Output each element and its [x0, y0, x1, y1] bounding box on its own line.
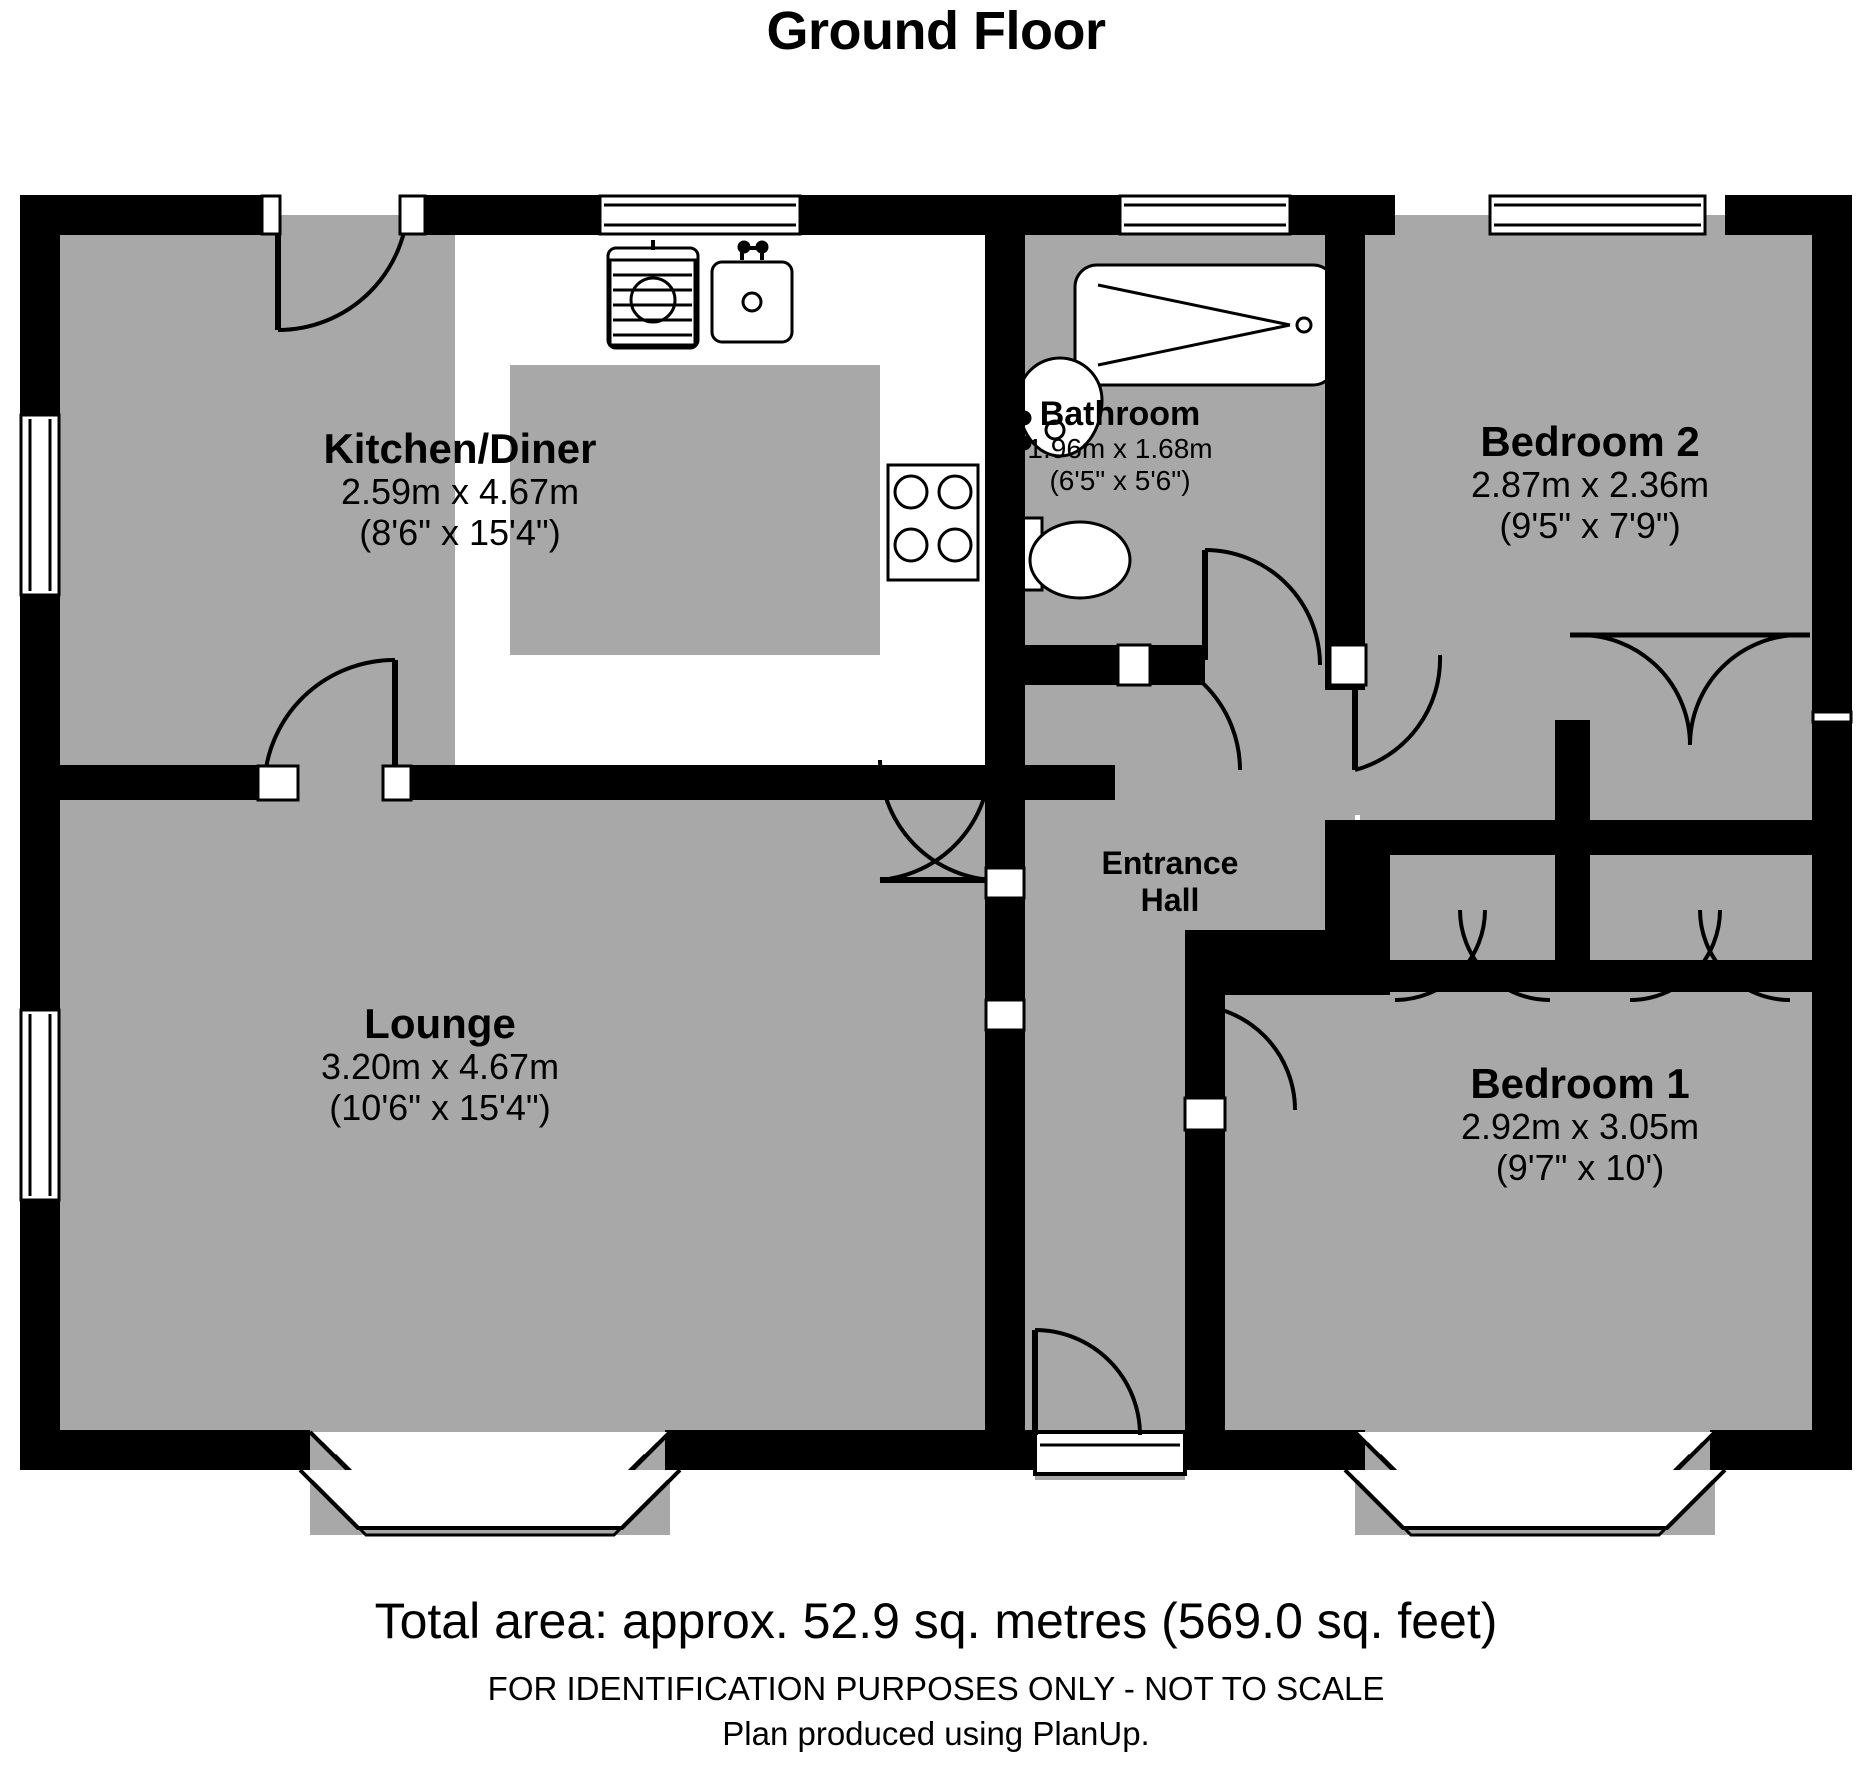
room-metric: 1.96m x 1.68m: [1027, 433, 1213, 465]
window-lounge-side: [21, 1010, 59, 1200]
hall-line-1: Entrance: [1101, 845, 1239, 881]
room-metric: 2.59m x 4.67m: [340, 471, 580, 513]
window-bedroom-2: [1490, 196, 1705, 234]
room-name: Bedroom 1: [1470, 1060, 1690, 1107]
room-metric: 2.87m x 2.36m: [1470, 464, 1710, 506]
window-bedroom-side: [1813, 712, 1851, 722]
window-kitchen-side: [21, 415, 59, 595]
room-name: Kitchen/Diner: [323, 425, 597, 472]
room-imperial: (6'5" x 5'6"): [1049, 465, 1191, 497]
room-metric: 3.20m x 4.67m: [320, 1046, 560, 1088]
washbasin-icon: [1018, 358, 1102, 456]
room-imperial: (9'5" x 7'9"): [1499, 505, 1681, 547]
total-area-text: Total area: approx. 52.9 sq. metres (569.0 sq. feet): [374, 1593, 1498, 1649]
identification-notice: FOR IDENTIFICATION PURPOSES ONLY - NOT TO SCALE: [487, 1670, 1385, 1707]
sink-basin-icon: [712, 248, 792, 342]
bay-window-lounge: [300, 1432, 680, 1535]
entrance-door-frame: [1035, 1432, 1185, 1474]
window-bathroom: [1120, 196, 1290, 234]
hall-line-2: Hall: [1140, 881, 1200, 918]
plan-credit: Plan produced using PlanUp.: [722, 1715, 1150, 1752]
room-name: Bedroom 2: [1480, 418, 1700, 465]
room-name: Lounge: [364, 1000, 516, 1047]
bay-window-bedroom-1: [1345, 1432, 1725, 1535]
page-title: Ground Floor: [766, 1, 1106, 61]
room-metric: 2.92m x 3.05m: [1460, 1106, 1700, 1148]
room-label-entrance-hall: [1000, 845, 1340, 919]
window-kitchen: [600, 196, 800, 234]
room-name: Bathroom: [1039, 395, 1201, 433]
toilet-icon: [1018, 518, 1130, 598]
room-imperial: (10'6" x 15'4"): [329, 1087, 551, 1129]
room-imperial: (8'6" x 15'4"): [359, 512, 561, 554]
room-imperial: (9'7" x 10'): [1495, 1147, 1665, 1189]
bathtub-icon: [1075, 265, 1335, 385]
